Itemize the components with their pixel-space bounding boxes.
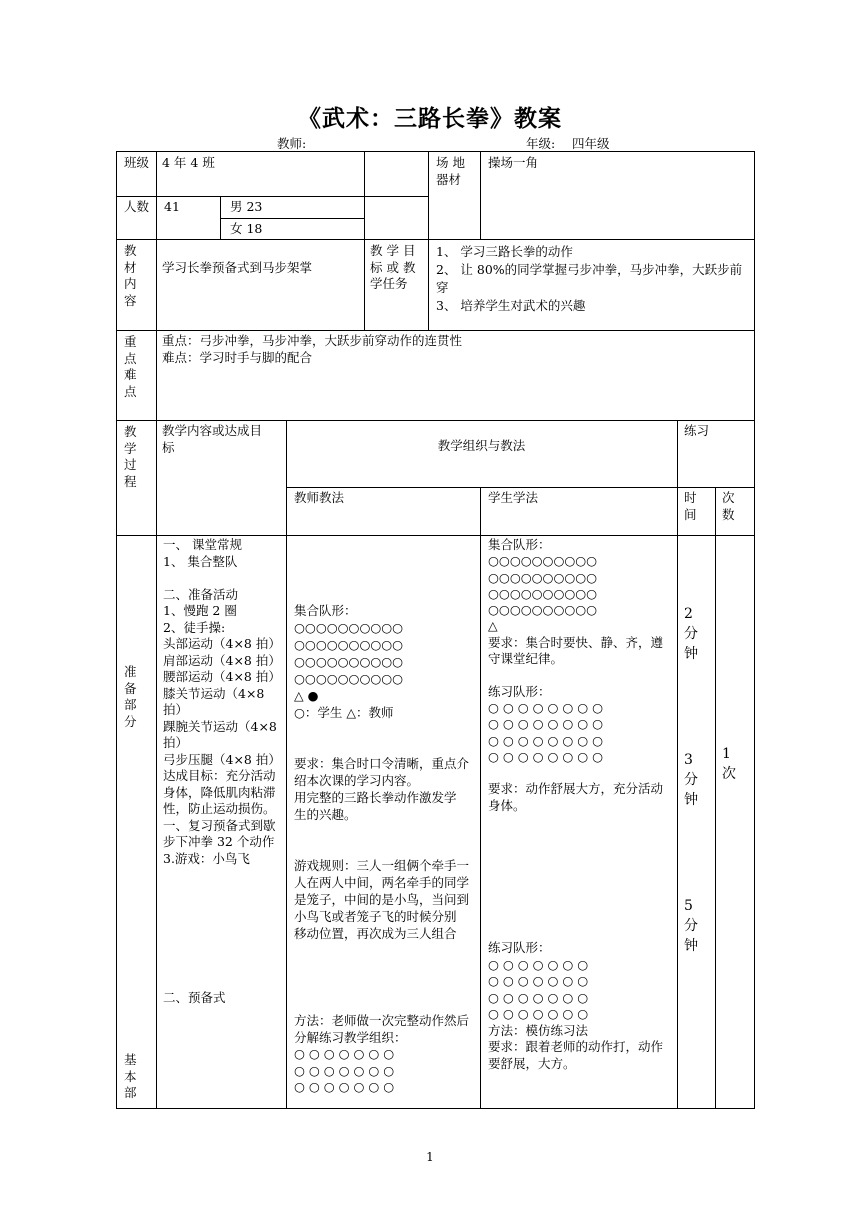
content-column-2: 二、预备式 <box>163 990 226 1005</box>
time-header: 时 间 <box>684 490 697 522</box>
key-label: 重 点 难 点 <box>124 334 137 399</box>
page-number: 1 <box>426 1150 434 1164</box>
goal-label: 教 学 目 标 或 教 学任务 <box>370 243 416 291</box>
grade-value: 四年级 <box>572 136 610 151</box>
time-prep-2: 3 分 钟 <box>684 752 698 808</box>
content-header: 教学内容或达成目 标 <box>162 423 263 455</box>
teacher-label: 教师: <box>277 136 307 151</box>
goal-list: 1、 学习三路长拳的动作 2、 让 80%的同学掌握弓步冲拳，马步冲拳，大跃步前 穿 3、 培养学生对武术的兴趣 <box>436 244 743 313</box>
org-header: 教学组织与教法 <box>437 438 526 453</box>
teacher-column: 集合队形： ○○○○○○○○○○ ○○○○○○○○○○ ○○○○○○○○○○ ○○○○○○○○○○ △ ● ○：学生 △：教师 要求：集合时口令清晰，重点介 绍本次课的学习内容。 用完整的三路长拳动作激发学 生的兴趣。 游戏规则：三人一组俩个牵手一 人在两人中间，两名牵手的同学 是笼子，中间的是小鸟，当问到 小鸟飞或者笼子飞的时候分别 移动位置，再次成为三人组合 <box>294 603 470 941</box>
student-column: 集合队形： ○○○○○○○○○○ ○○○○○○○○○○ ○○○○○○○○○○ ○○○○○○○○○○ △ 要求：集合时要快、静、齐，遵 守课堂纪律。 练习队形： ○ ○ ○ ○ ○ ○ ○ ○ ○ ○ ○ ○ ○ ○ ○ ○ ○ ○ ○ ○ ○ ○ ○ ○ ○ ○ ○ ○ ○ ○ ○ ○ 要求：动作舒展大方，充分活动 身体。 <box>488 537 664 813</box>
female-count: 女 18 <box>230 221 263 236</box>
venue-label: 场 地 器材 <box>436 155 465 187</box>
content-label: 教 材 内 容 <box>124 243 137 308</box>
section-label-basic: 基 本 部 <box>124 1052 137 1100</box>
time-prep-3: 5 分 钟 <box>684 898 698 954</box>
class-label: 班级 <box>124 155 150 170</box>
content-column: 一、 课堂常规 1、 集合整队 二、准备活动 1、慢跑 2 圈 2、徒手操: 头部运动（4×8 拍） 肩部运动（4×8 拍） 腰部运动（4×8 拍） 膝关节运动（4×8 拍） 踝腕关节运动（4×8 拍） 弓步压腿（4×8 拍） 达成目标：充分活动 身体，降低肌肉粘滞 性，防止运动损伤。 一、复习预备式到歇 步下冲拳 32 个动作 3.游戏：小鸟飞 <box>163 537 281 866</box>
teacher-column-2: 方法：老师做一次完整动作然后 分解练习教学组织： ○ ○ ○ ○ ○ ○ ○ ○ ○ ○ ○ ○ ○ ○ ○ ○ ○ ○ ○ ○ ○ <box>294 1013 470 1094</box>
key-value: 重点：弓步冲拳，马步冲拳，大跃步前穿动作的连贯性 难点：学习时手与脚的配合 <box>162 333 463 365</box>
class-value: 4 年 4 班 <box>162 155 215 170</box>
teacher-header: 教师教法 <box>294 490 345 505</box>
student-column-2: 练习队形： ○ ○ ○ ○ ○ ○ ○ ○ ○ ○ ○ ○ ○ ○ ○ ○ ○ ○ ○ ○ ○ ○ ○ ○ ○ ○ ○ ○ 方法：模仿练习法 要求：跟着老师的动作打，动作 要舒展，大方。 <box>488 940 664 1071</box>
count-label: 人数 <box>124 199 150 214</box>
count-value: 41 <box>164 199 180 214</box>
content-value: 学习长拳预备式到马步架掌 <box>162 260 313 275</box>
document-title: 《武术：三路长拳》教案 <box>298 105 562 132</box>
male-count: 男 23 <box>230 199 263 214</box>
process-label: 教 学 过 程 <box>124 424 137 489</box>
time-prep-1: 2 分 钟 <box>684 606 698 662</box>
student-header: 学生学法 <box>488 490 539 505</box>
section-label-prep: 准 备 部 分 <box>124 664 137 729</box>
count-prep-1: 1 次 <box>722 746 736 782</box>
grade-label: 年级: <box>526 136 556 151</box>
practice-header: 练习 <box>684 423 710 438</box>
count-header: 次 数 <box>722 490 735 522</box>
venue-value: 操场一角 <box>488 155 539 170</box>
